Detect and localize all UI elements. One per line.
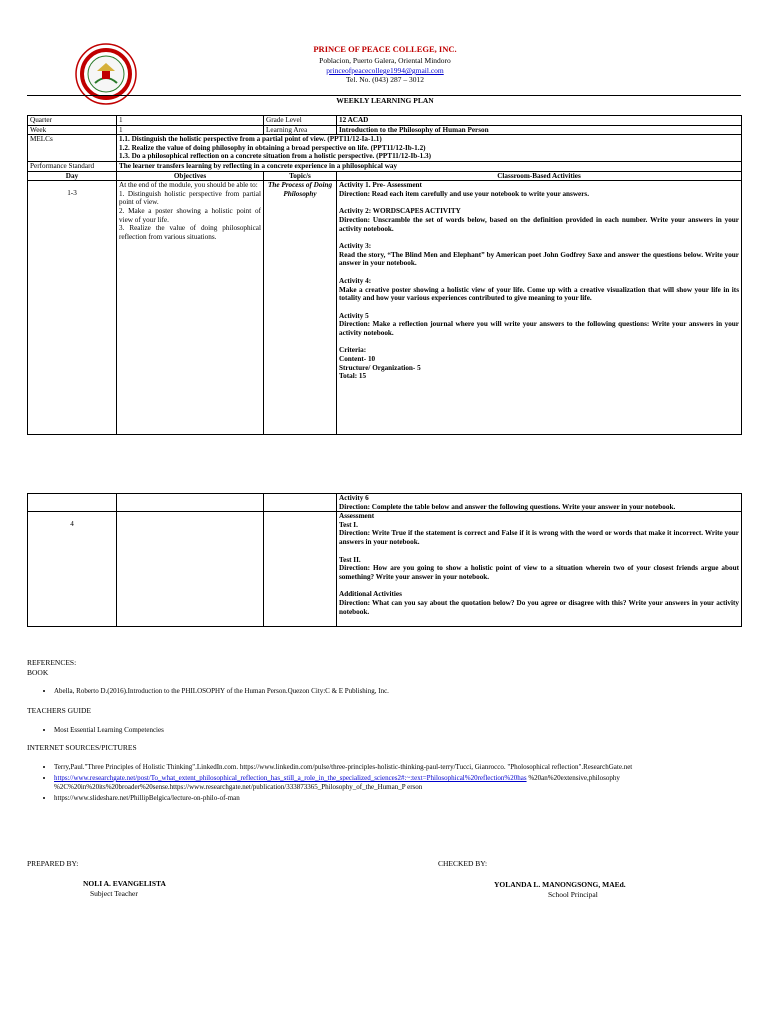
column-objectives: Objectives <box>117 171 264 181</box>
performance-value: The learner transfers learning by reflecting in a concrete experience in a philosophical way <box>117 161 742 171</box>
list-item: • Abella, Roberto D.(2016).Introduction to the PHILOSOPHY of the Human Person.Quezon City:C & E Publishing, Inc. <box>54 687 745 696</box>
column-activities: Classroom-Based Activities <box>337 171 742 181</box>
activity-5-title: Activity 5 <box>339 311 369 320</box>
activity-4-title: Activity 4: <box>339 276 372 285</box>
area-value: Introduction to the Philosophy of Human Person <box>337 125 742 135</box>
activity-2-title: Activity 2: WORDSCAPES ACTIVITY <box>339 207 461 216</box>
additional-activities-text: Direction: What can you say about the quotation below? Do you agree or disagree with this? Write your answers in your activity notebook. <box>339 598 739 616</box>
weekly-plan-table <box>27 115 742 435</box>
teachers-guide-heading: TEACHERS GUIDE <box>27 706 91 715</box>
melcs-list <box>117 135 742 162</box>
activity-1-text: Direction: Read each item carefully and use your notebook to write your answers. <box>339 189 590 198</box>
book-heading: BOOK <box>27 668 49 677</box>
topic-cell-empty <box>264 512 337 627</box>
test-1-title: Test I. <box>339 520 358 529</box>
day-cell: 4 <box>28 512 117 627</box>
prepared-by-name: NOLI A. EVANGELISTA <box>83 879 166 888</box>
list-item: • Most Essential Learning Competencies <box>54 726 745 735</box>
list-item <box>54 774 759 792</box>
objectives-cell-empty <box>117 494 264 512</box>
area-label: Learning Area <box>264 125 337 135</box>
researchgate-link-rest: %20an%20extensive,philosophy %2C%20in%20its%20broader%20sense.https://www.researchgate.net/publication/333873365_Philosophy_of_the_Human_P erson <box>54 774 620 791</box>
school-name: PRINCE OF PEACE COLLEGE, INC. <box>313 44 457 54</box>
checked-by-label: CHECKED BY: <box>438 859 488 868</box>
references-heading: REFERENCES: <box>27 658 77 667</box>
column-day: Day <box>28 171 117 181</box>
checked-by-title: School Principal <box>548 890 598 899</box>
week-value: 1 <box>117 125 264 135</box>
activity-2-text: Direction: Unscramble the set of words below, based on the definition provided in each number. Write your answers in your activity notebook. <box>339 215 739 233</box>
internet-sources-list <box>40 763 680 803</box>
performance-label: Performance Standard <box>28 161 117 171</box>
activity-6-text: Direction: Complete the table below and answer the following questions. Write your answer in your notebook. <box>339 502 676 511</box>
melc-item: 1.3. Do a philosophical reflection on a concrete situation from a holistic perspective. (PPT11/12-Ib-1.3) <box>119 152 432 161</box>
criteria-structure: Structure/ Organization- 5 <box>339 363 421 372</box>
test-2-text: Direction: How are you going to show a holistic point of view to a situation wherein two of your closest friends argue about something? Write your answer in your notebook. <box>339 564 739 581</box>
activity-1-title: Activity 1. Pre- Assessment <box>339 181 422 190</box>
melc-item: 1.2. Realize the value of doing philosophy in obtaining a broad perspective on life. (PPT11/12-Ib-1.2) <box>119 143 426 152</box>
internet-sources-heading: INTERNET SOURCES/PICTURES <box>27 743 137 752</box>
objective-intro: At the end of the module, you should be able to: <box>119 181 258 190</box>
school-address: Poblacion, Puerto Galera, Oriental Mindoro <box>319 56 451 65</box>
activity-3-text: Read the story, “The Blind Men and Elephant” by American poet John Godfrey Saxe and answer the questions below. Write your answer in your notebook. <box>339 250 739 268</box>
objective-item: 2. Make a poster showing a holistic point of view of your life. <box>119 206 261 224</box>
objectives-cell-empty <box>117 512 264 627</box>
activity-6-cell <box>337 494 742 512</box>
objectives-cell <box>117 181 264 435</box>
checked-by-name: YOLANDA L. MANONGSONG, MAEd. <box>494 880 626 889</box>
criteria-content: Content- 10 <box>339 355 376 364</box>
assessment-cell <box>337 512 742 627</box>
assessment-title: Assessment <box>339 512 375 521</box>
additional-activities-title: Additional Activities <box>339 590 402 599</box>
quarter-label: Quarter <box>28 116 117 126</box>
day-cell-empty <box>28 494 117 512</box>
activity-3-title: Activity 3: <box>339 242 372 251</box>
activity-5-text: Direction: Make a reflection journal where you will write your answers to the following questions: Write your answers in your activity notebook. <box>339 320 739 337</box>
criteria-total: Total: 15 <box>339 372 367 381</box>
criteria-title: Criteria: <box>339 346 367 355</box>
activity-4-text: Make a creative poster showing a holistic view of your life. Come up with a creative visualization that will show your life in its totality and how your various experiences contributed to give meaning to your life. <box>339 285 739 303</box>
week-label: Week <box>28 125 117 135</box>
test-2-title: Test II. <box>339 555 361 564</box>
list-item: • https://www.slideshare.net/PhillipBelgica/lecture-on-philo-of-man <box>54 794 680 803</box>
melcs-label: MELCs <box>28 135 117 162</box>
prepared-by-label: PREPARED BY: <box>27 859 79 868</box>
weekly-plan-table-continued <box>27 493 742 627</box>
melc-item: 1.1. Distinguish the holistic perspective from a partial point of view. (PPT11/12-Ia-1.1) <box>119 135 382 144</box>
topic-cell: The Process of Doing Philosophy <box>264 181 337 435</box>
grade-value: 12 ACAD <box>337 116 742 126</box>
activities-cell <box>337 181 742 435</box>
objective-item: 1. Distinguish holistic perspective from partial point of view. <box>119 189 261 207</box>
researchgate-link[interactable]: https://www.researchgate.net/post/To_what_extent_philosophical_reflection_has_still_a_role_in_the_specialized_sciences2#:~:text=Philosophical%20reflection%20has <box>54 774 527 782</box>
day-cell: 1-3 <box>28 181 117 435</box>
school-telephone: Tel. No. (043) 287 – 3012 <box>345 75 424 84</box>
objective-item: 3. Realize the value of doing philosophical reflection from various situations. <box>119 224 261 241</box>
list-item: • Terry,Paul."Three Principles of Holistic Thinking".LinkedIn.com. https://www.linkedin.com/pulse/three-principles-holistic-thinking-paul-terry/Tucci, Gianrocco. "Pholosophical reflection".ResearchGate.net <box>54 763 680 772</box>
column-topics: Topic/s <box>264 171 337 181</box>
plan-title: WEEKLY LEARNING PLAN <box>336 96 434 105</box>
teachers-guide-list <box>40 726 745 735</box>
quarter-value: 1 <box>117 116 264 126</box>
school-email-link[interactable]: princeofpeacecollege1994@gmail.com <box>326 66 444 75</box>
test-1-text: Direction: Write True if the statement is correct and False if it is wrong with the word or words that make it incorrect. Write your answers in your notebook. <box>339 529 739 546</box>
topic-cell-empty <box>264 494 337 512</box>
prepared-by-title: Subject Teacher <box>90 889 138 898</box>
book-list <box>40 687 745 696</box>
activity-6-title: Activity 6 <box>339 494 369 502</box>
grade-label: Grade Level <box>264 116 337 126</box>
